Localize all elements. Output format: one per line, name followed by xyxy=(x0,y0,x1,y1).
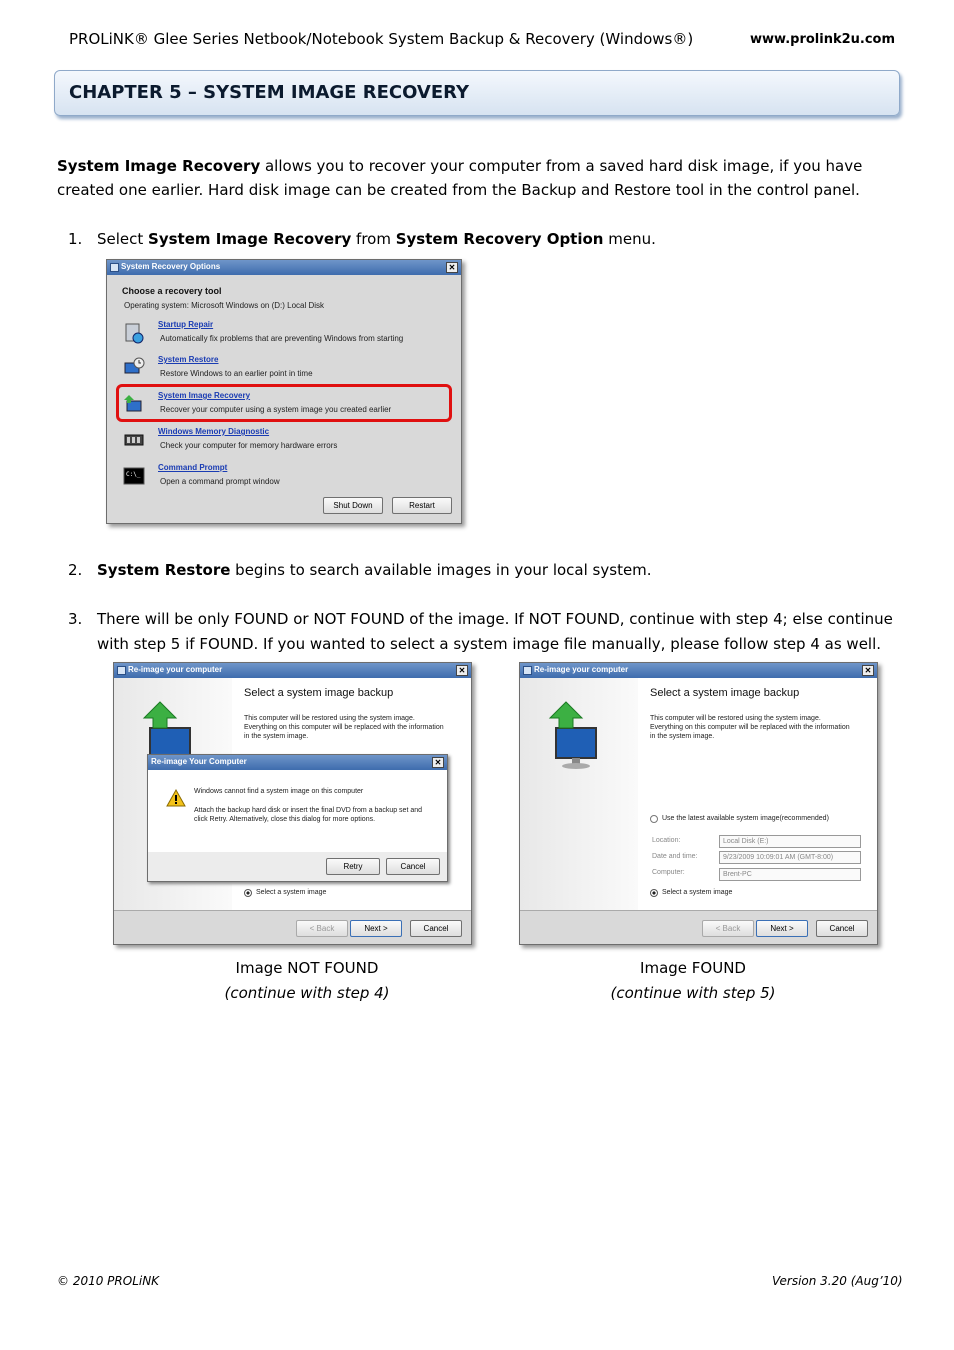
step-1 xyxy=(68,227,908,252)
latest-image-radio[interactable] xyxy=(650,815,658,823)
dialog-heading: Select a system image backup xyxy=(244,687,394,699)
step-3 xyxy=(68,607,908,657)
computer-field: Brent-PC xyxy=(719,868,861,881)
popup-instructions: Attach the backup hard disk or insert the final DVD from a backup set and click Retry. Alternatively, close this dialog for more options. xyxy=(194,807,423,823)
tool-name[interactable]: System Image Recovery xyxy=(158,391,251,400)
select-image-radio[interactable] xyxy=(244,889,252,897)
close-icon[interactable]: ✕ xyxy=(456,665,468,676)
shut-down-button[interactable]: Shut Down xyxy=(323,497,383,514)
popup-cancel-button[interactable]: Cancel xyxy=(386,858,440,875)
popup-titlebar xyxy=(148,755,447,770)
step-2 xyxy=(68,558,908,583)
command-prompt-icon xyxy=(123,465,145,487)
footer-copyright: © 2010 PROLiNK xyxy=(57,1274,160,1288)
side-panel xyxy=(520,678,638,910)
step-number: 1. xyxy=(68,230,83,248)
chapter-banner xyxy=(54,70,900,116)
dialog-title: Re-image your computer xyxy=(534,665,629,674)
select-image-radio[interactable] xyxy=(650,889,658,897)
window-icon xyxy=(117,666,126,675)
step-number: 2. xyxy=(68,561,83,579)
document-header-url: www.prolink2u.com xyxy=(750,32,896,47)
system-recovery-options-dialog xyxy=(106,259,462,524)
location-field: Local Disk (E:) xyxy=(719,835,861,848)
warning-icon xyxy=(166,789,186,807)
tool-name[interactable]: Windows Memory Diagnostic xyxy=(158,427,270,436)
cancel-button[interactable]: Cancel xyxy=(410,920,462,937)
cancel-button[interactable]: Cancel xyxy=(816,920,868,937)
tool-system-restore[interactable] xyxy=(123,355,453,385)
document-header-title: PROLiNK® Glee Series Netbook/Notebook System Backup & Recovery (Windows®) xyxy=(69,30,694,48)
dialog-titlebar xyxy=(114,663,471,678)
back-button[interactable]: < Back xyxy=(296,920,348,937)
step-bold: System Restore xyxy=(97,561,231,579)
latest-image-label: Use the latest available system image(recommended) xyxy=(662,815,829,822)
window-icon xyxy=(523,666,532,675)
select-image-label: Select a system image xyxy=(256,889,327,896)
chapter-title: CHAPTER 5 – SYSTEM IMAGE RECOVERY xyxy=(69,82,470,103)
tool-desc: Recover your computer using a system image you created earlier xyxy=(160,405,392,414)
computer-restore-icon xyxy=(546,700,616,770)
svg-text:C:\_: C:\_ xyxy=(126,471,141,478)
startup-repair-icon xyxy=(123,322,145,344)
step-text: Select xyxy=(97,230,149,248)
step-number: 3. xyxy=(68,610,83,628)
next-button[interactable]: Next > xyxy=(756,920,808,937)
dialog-heading: Select a system image backup xyxy=(650,687,800,699)
close-icon[interactable]: ✕ xyxy=(432,757,444,768)
memory-chip-icon xyxy=(123,429,145,451)
caption-found: Image FOUND xyxy=(640,959,746,977)
retry-button[interactable]: Retry xyxy=(326,858,380,875)
caption-not-found: Image NOT FOUND xyxy=(235,959,379,977)
tool-name[interactable]: System Restore xyxy=(158,355,219,364)
reimage-dialog-not-found xyxy=(113,662,472,945)
dialog-description: This computer will be restored using the system image. Everything on this computer will be replaced with the information in the system image. xyxy=(650,715,850,740)
restart-button[interactable]: Restart xyxy=(392,497,452,514)
tool-memory-diagnostic[interactable] xyxy=(123,427,453,457)
intro-text: allows you to recover your computer from a saved hard disk image, if you have created one earlier. Hard disk image can be created from the Backup and Restore tool in the control panel. xyxy=(57,157,863,199)
tool-name[interactable]: Startup Repair xyxy=(158,320,214,329)
tool-command-prompt[interactable] xyxy=(123,463,453,493)
step-text: menu. xyxy=(603,230,656,248)
step-text: There will be only FOUND or NOT FOUND of the image. If NOT FOUND, continue with step 4; else continue with step 5 if FOUND. If you wanted to select a system image file manually, please follow step 4 as well. xyxy=(97,610,893,653)
caption-not-found-sub: (continue with step 4) xyxy=(224,984,390,1002)
not-found-popup xyxy=(147,754,448,882)
popup-message: Windows cannot find a system image on this computer xyxy=(194,788,364,795)
dialog-titlebar xyxy=(520,663,877,678)
caption-found-sub: (continue with step 5) xyxy=(610,984,776,1002)
tool-system-image-recovery[interactable] xyxy=(123,391,453,421)
tool-desc: Check your computer for memory hardware errors xyxy=(160,441,338,450)
intro-bold: System Image Recovery xyxy=(57,157,261,175)
step-bold: System Recovery Option xyxy=(395,230,604,248)
window-icon xyxy=(110,263,119,272)
step-bold: System Image Recovery xyxy=(148,230,352,248)
divider xyxy=(114,910,471,911)
dialog-heading: Choose a recovery tool xyxy=(122,286,222,296)
tool-desc: Open a command prompt window xyxy=(160,477,280,486)
popup-title: Re-image Your Computer xyxy=(151,757,247,766)
intro-paragraph xyxy=(57,154,905,202)
tool-desc: Restore Windows to an earlier point in time xyxy=(160,369,313,378)
step-text: begins to search available images in your local system. xyxy=(230,561,652,579)
location-label: Location: xyxy=(652,837,681,844)
dialog-title: System Recovery Options xyxy=(121,262,221,271)
dialog-title: Re-image your computer xyxy=(128,665,223,674)
close-icon[interactable]: ✕ xyxy=(446,262,458,273)
date-label: Date and time: xyxy=(652,853,698,860)
os-line: Operating system: Microsoft Windows on (D:) Local Disk xyxy=(124,301,325,310)
system-image-recovery-icon xyxy=(123,393,145,415)
reimage-dialog-found xyxy=(519,662,878,945)
tool-desc: Automatically fix problems that are preventing Windows from starting xyxy=(160,334,404,343)
select-image-label: Select a system image xyxy=(662,889,733,896)
back-button[interactable]: < Back xyxy=(702,920,754,937)
dialog-description: This computer will be restored using the system image. Everything on this computer will be replaced with the information in the system image. xyxy=(244,715,444,740)
dialog-titlebar xyxy=(107,260,461,275)
tool-startup-repair[interactable] xyxy=(123,320,453,350)
computer-label: Computer: xyxy=(652,869,685,876)
system-restore-icon xyxy=(123,357,145,379)
footer-version: Version 3.20 (Aug’10) xyxy=(772,1274,903,1288)
close-icon[interactable]: ✕ xyxy=(862,665,874,676)
divider xyxy=(520,910,877,911)
date-field: 9/23/2009 10:09:01 AM (GMT-8:00) xyxy=(719,851,861,864)
next-button[interactable]: Next > xyxy=(350,920,402,937)
tool-name[interactable]: Command Prompt xyxy=(158,463,228,472)
step-text: from xyxy=(351,230,396,248)
